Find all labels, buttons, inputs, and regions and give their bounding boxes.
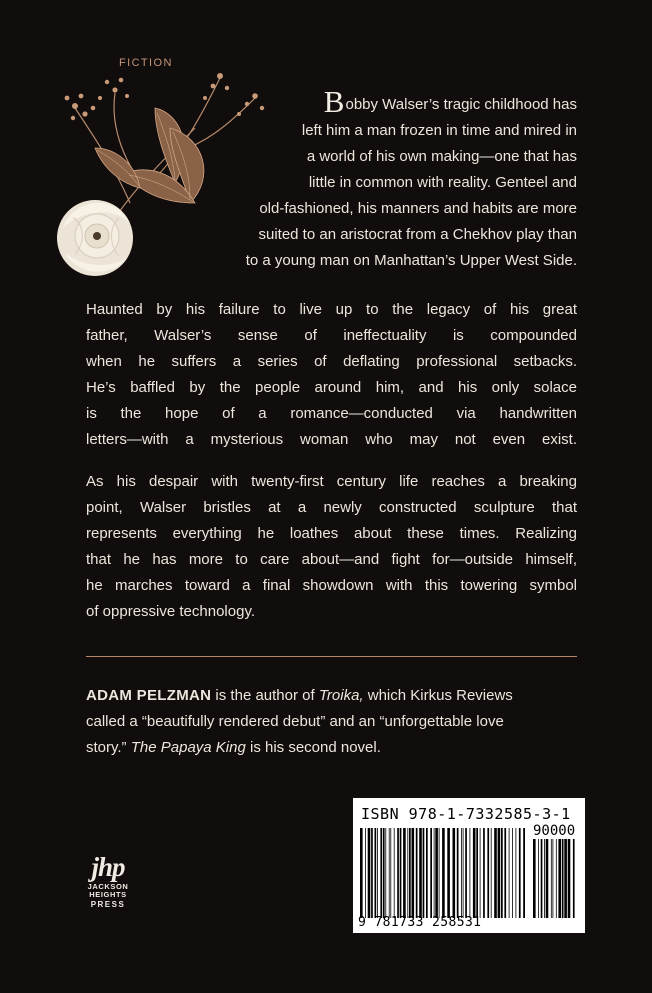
- barcode-bar: [470, 828, 471, 918]
- barcode-bar: [494, 828, 497, 918]
- paragraph-line: father, Walser’s sense of ineffectuality is compounded: [86, 327, 577, 344]
- paragraph-line: of oppressive technology.: [86, 603, 255, 620]
- isbn-barcode: [353, 798, 585, 933]
- barcode-bars: [359, 828, 525, 918]
- blurb-first-line: [150, 84, 577, 119]
- barcode-bar: [483, 828, 485, 918]
- genre-label: FICTION: [119, 57, 173, 69]
- barcode-bar: [419, 828, 422, 918]
- divider-rule: [86, 656, 577, 657]
- barcode-bar: [512, 828, 513, 918]
- paragraph-line: is the hope of a romance—conducted via handwritten: [86, 405, 577, 422]
- barcode-bar: [538, 839, 539, 918]
- barcode-bar: [491, 828, 492, 918]
- publisher-name-line: PRESS: [90, 900, 126, 909]
- barcode-bar: [407, 828, 408, 918]
- paragraph-line: He’s baffled by the people around him, and his only solace: [86, 379, 577, 396]
- book-title: Troika,: [318, 687, 364, 704]
- blurb-line: old-fashioned, his manners and habits are more: [259, 200, 577, 217]
- bio-text: which Kirkus Reviews: [363, 687, 513, 704]
- blurb-intro: [150, 84, 577, 274]
- barcode-bar: [476, 828, 478, 918]
- barcode-bar: [426, 828, 428, 918]
- barcode-bar: [562, 839, 564, 918]
- author-bio: [86, 683, 577, 761]
- bio-text: is the author of: [211, 687, 319, 704]
- barcode-bar: [457, 828, 459, 918]
- blurb-first-line-text: obby Walser’s tragic childhood has: [345, 96, 577, 113]
- paragraph-line: As his despair with twenty-first century life reaches a breaking: [86, 473, 577, 490]
- ean-digits: 9 781733 258531: [358, 915, 482, 930]
- barcode-bar: [380, 828, 382, 918]
- author-name: ADAM PELZMAN: [86, 687, 212, 704]
- barcode-bar: [523, 828, 525, 918]
- publisher-mark: jhp: [91, 852, 125, 882]
- barcode-bar: [430, 828, 432, 918]
- barcode-bar: [516, 828, 517, 918]
- barcode-bar: [556, 839, 557, 918]
- barcode-bar: [423, 828, 425, 918]
- barcode-bar: [403, 828, 406, 918]
- barcode-bar: [461, 828, 462, 918]
- isbn-number: ISBN 978-1-7332585-3-1: [361, 805, 571, 823]
- barcode-bar: [409, 828, 411, 918]
- blurb-paragraph-2: [86, 297, 577, 453]
- barcode-bar: [473, 828, 476, 918]
- barcode-bar: [442, 828, 445, 918]
- barcode-bar: [498, 828, 501, 918]
- barcode-bar: [390, 828, 391, 918]
- barcode-bar: [509, 828, 510, 918]
- barcode-bar: [546, 839, 549, 918]
- barcode-bar: [389, 828, 390, 918]
- barcode-bar: [519, 828, 521, 918]
- bio-line: [86, 735, 577, 761]
- barcode-bar: [465, 828, 467, 918]
- blurb-line: left him a man frozen in time and mired in: [301, 122, 577, 139]
- addon-barcode-bars: [532, 839, 578, 918]
- bio-text: story.”: [86, 739, 131, 756]
- blurb-line: suited to an aristocrat from a Chekhov play than: [258, 226, 577, 243]
- paragraph-line: Haunted by his failure to live up to the legacy of his great: [86, 301, 577, 318]
- barcode-bar: [568, 839, 571, 918]
- blurb-line: to a young man on Manhattan’s Upper West Side.: [245, 252, 577, 269]
- paragraph-line: letters—with a mysterious woman who may not even exist.: [86, 431, 577, 448]
- publisher-name-line: JACKSON: [87, 882, 129, 891]
- barcode-bar: [447, 828, 450, 918]
- barcode-bar: [544, 839, 545, 918]
- barcode-bar: [434, 828, 435, 918]
- barcode-bar: [501, 828, 503, 918]
- barcode-bar: [365, 828, 366, 918]
- barcode-bar: [564, 839, 567, 918]
- barcode-bar: [573, 839, 575, 918]
- barcode-bar: [397, 828, 399, 918]
- price-code: 90000: [533, 823, 576, 839]
- barcode-bar: [371, 828, 373, 918]
- blurb-line: little in common with reality. Genteel and: [308, 174, 577, 191]
- bio-text: is his second novel.: [245, 739, 381, 756]
- barcode-bar: [383, 828, 385, 918]
- barcode-bar: [541, 839, 543, 918]
- barcode-bar: [360, 828, 363, 918]
- paragraph-line: represents everything he loathes about these times. Realizing: [86, 525, 577, 542]
- paragraph-line: that he has more to care about—and fight for—outside himself,: [86, 551, 577, 568]
- barcode-bar: [487, 828, 489, 918]
- barcode-bar: [439, 828, 440, 918]
- paragraph-line: when he suffers a series of deflating professional setbacks.: [86, 353, 577, 370]
- barcode-bar: [533, 839, 536, 918]
- barcode-bar: [412, 828, 415, 918]
- barcode-bar: [553, 839, 554, 918]
- drop-cap: B: [323, 84, 345, 119]
- barcode-bar: [551, 839, 552, 918]
- barcode-bar: [480, 828, 481, 918]
- barcode-bar: [375, 828, 377, 918]
- bio-line: [86, 683, 577, 709]
- barcode-bar: [416, 828, 418, 918]
- barcode-bar: [400, 828, 402, 918]
- blurb-paragraph-3: [86, 469, 577, 625]
- book-title: The Papaya King: [130, 739, 246, 756]
- barcode-bar: [394, 828, 395, 918]
- barcode-bar: [435, 828, 438, 918]
- barcode-bar: [504, 828, 506, 918]
- paragraph-line: point, Walser bristles at a newly constructed sculpture that: [86, 499, 577, 516]
- barcode-bar: [368, 828, 371, 918]
- barcode-bar: [453, 828, 456, 918]
- barcode-bar: [463, 828, 464, 918]
- paragraph-line: he marches toward a final showdown with this towering symbol: [86, 577, 577, 594]
- bio-line: called a “beautifully rendered debut” and an “unforgettable love: [86, 713, 504, 730]
- publisher-name-line: HEIGHTS: [89, 890, 127, 899]
- barcode-bar: [377, 828, 378, 918]
- publisher-logo: [78, 852, 138, 910]
- barcode-bar: [385, 828, 386, 918]
- barcode-bar: [558, 839, 561, 918]
- blurb-line: a world of his own making—one that has: [306, 148, 577, 165]
